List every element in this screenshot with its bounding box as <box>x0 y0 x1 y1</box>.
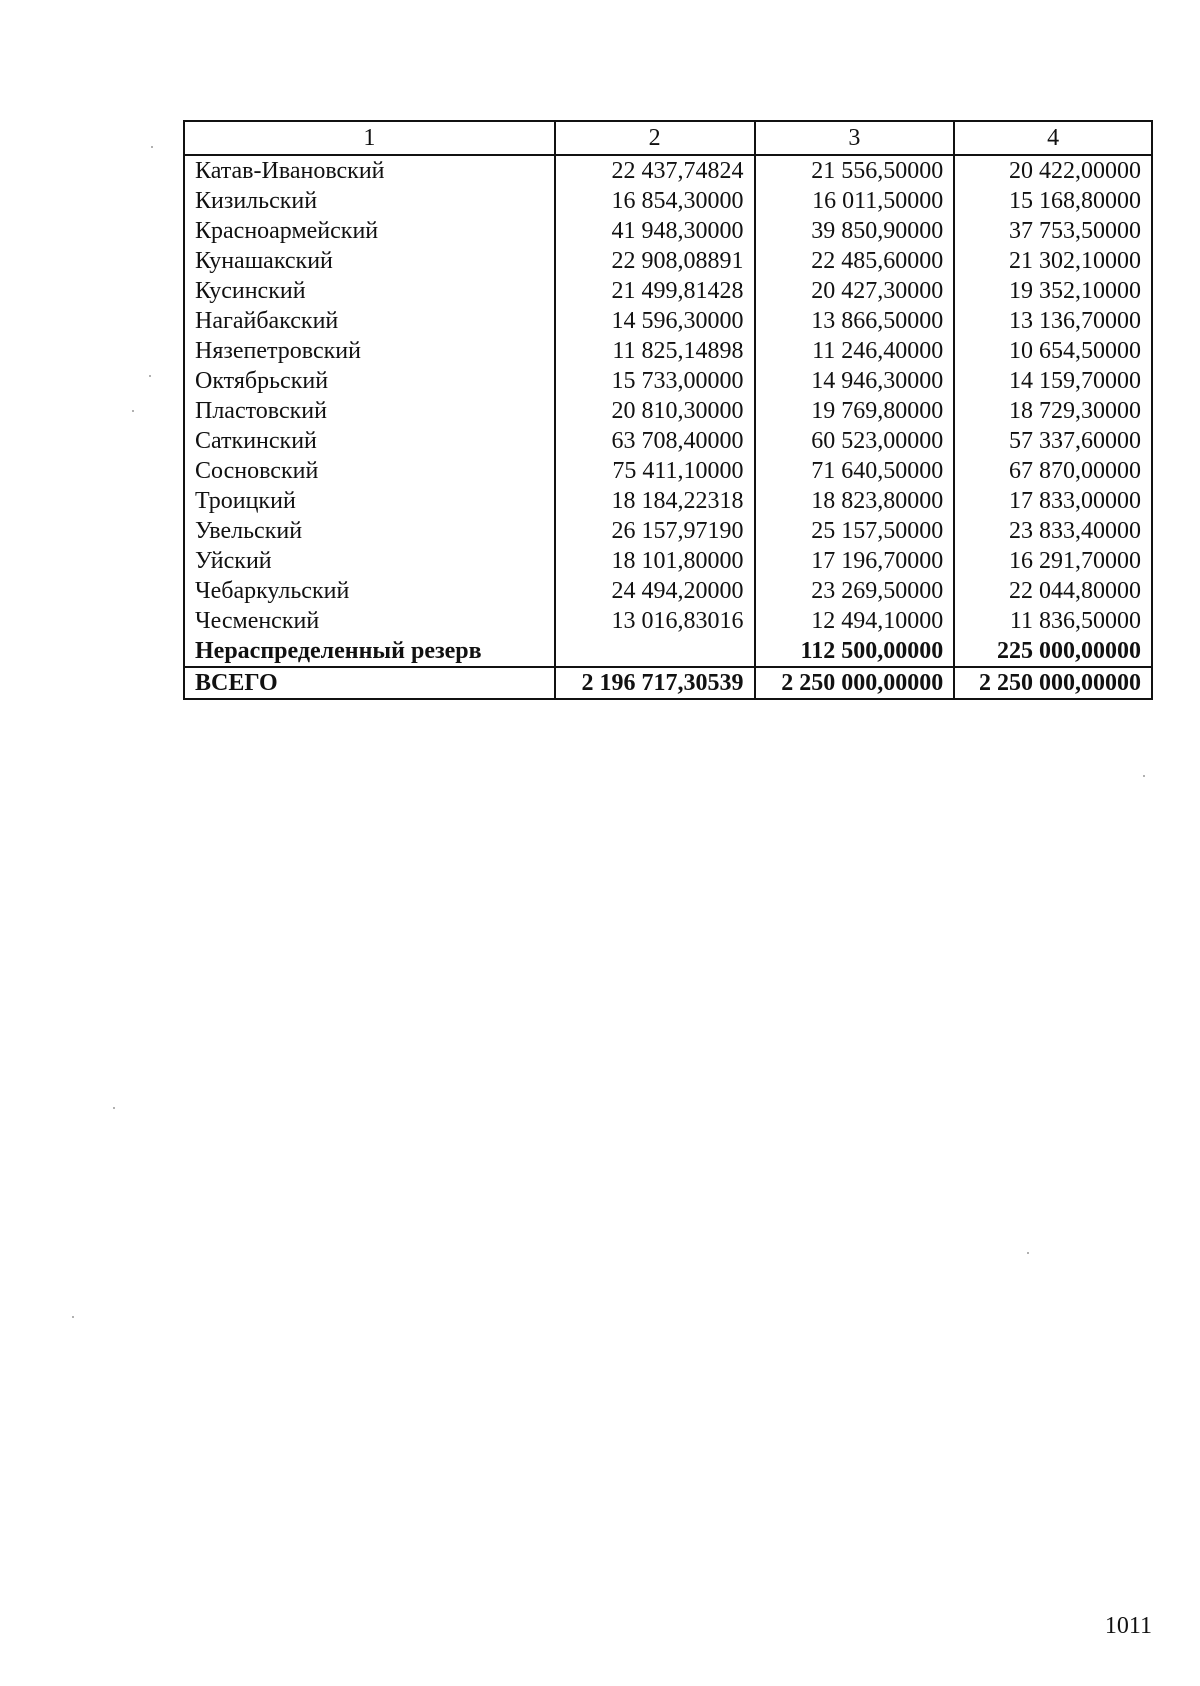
scan-speck <box>149 375 151 377</box>
district-name: Чесменский <box>184 606 555 636</box>
reserve-row <box>184 636 1152 667</box>
value-col3: 20 427,30000 <box>755 276 955 306</box>
value-col2: 21 499,81428 <box>555 276 755 306</box>
table-row <box>184 486 1152 516</box>
value-col3: 112 500,00000 <box>755 636 955 667</box>
total-label: ВСЕГО <box>184 667 555 699</box>
value-col2: 13 016,83016 <box>555 606 755 636</box>
table-row <box>184 155 1152 186</box>
value-col2: 22 437,74824 <box>555 155 755 186</box>
total-col3: 2 250 000,00000 <box>755 667 955 699</box>
table-row <box>184 426 1152 456</box>
value-col3: 71 640,50000 <box>755 456 955 486</box>
value-col2: 18 184,22318 <box>555 486 755 516</box>
header-row <box>184 121 1152 155</box>
value-col4: 225 000,00000 <box>954 636 1152 667</box>
value-col3: 21 556,50000 <box>755 155 955 186</box>
value-col4: 22 044,80000 <box>954 576 1152 606</box>
budget-table <box>183 120 1153 700</box>
district-name: Сосновский <box>184 456 555 486</box>
value-col2: 20 810,30000 <box>555 396 755 426</box>
column-header: 2 <box>555 121 755 155</box>
column-header: 3 <box>755 121 955 155</box>
scan-speck <box>113 1107 115 1109</box>
value-col2: 26 157,97190 <box>555 516 755 546</box>
total-row <box>184 667 1152 699</box>
district-name: Кунашакский <box>184 246 555 276</box>
table-row <box>184 336 1152 366</box>
district-name: Чебаркульский <box>184 576 555 606</box>
value-col3: 17 196,70000 <box>755 546 955 576</box>
district-name: Красноармейский <box>184 216 555 246</box>
page-number: 1011 <box>1104 1613 1152 1639</box>
value-col2: 22 908,08891 <box>555 246 755 276</box>
table-row <box>184 366 1152 396</box>
value-col3: 11 246,40000 <box>755 336 955 366</box>
scan-speck <box>72 1316 74 1318</box>
district-name: Катав-Ивановский <box>184 155 555 186</box>
district-name: Кусинский <box>184 276 555 306</box>
district-name: Увельский <box>184 516 555 546</box>
table-row <box>184 546 1152 576</box>
district-name: Саткинский <box>184 426 555 456</box>
table-row <box>184 396 1152 426</box>
district-name: Троицкий <box>184 486 555 516</box>
scan-speck <box>151 146 153 148</box>
value-col4: 37 753,50000 <box>954 216 1152 246</box>
total-col4: 2 250 000,00000 <box>954 667 1152 699</box>
value-col4: 23 833,40000 <box>954 516 1152 546</box>
value-col4: 15 168,80000 <box>954 186 1152 216</box>
value-col4: 16 291,70000 <box>954 546 1152 576</box>
value-col2: 24 494,20000 <box>555 576 755 606</box>
value-col4: 14 159,70000 <box>954 366 1152 396</box>
value-col3: 23 269,50000 <box>755 576 955 606</box>
table-row <box>184 246 1152 276</box>
value-col4: 17 833,00000 <box>954 486 1152 516</box>
value-col4: 20 422,00000 <box>954 155 1152 186</box>
total-col2: 2 196 717,30539 <box>555 667 755 699</box>
scan-speck <box>132 410 134 412</box>
value-col4: 10 654,50000 <box>954 336 1152 366</box>
district-name: Октябрьский <box>184 366 555 396</box>
district-name: Уйский <box>184 546 555 576</box>
table-row <box>184 576 1152 606</box>
value-col3: 14 946,30000 <box>755 366 955 396</box>
value-col4: 13 136,70000 <box>954 306 1152 336</box>
column-header: 4 <box>954 121 1152 155</box>
value-col3: 18 823,80000 <box>755 486 955 516</box>
table-row <box>184 606 1152 636</box>
value-col4: 57 337,60000 <box>954 426 1152 456</box>
value-col4: 18 729,30000 <box>954 396 1152 426</box>
value-col2: 18 101,80000 <box>555 546 755 576</box>
scan-speck <box>1027 1252 1029 1254</box>
table-row <box>184 516 1152 546</box>
table-row <box>184 306 1152 336</box>
value-col3: 16 011,50000 <box>755 186 955 216</box>
value-col3: 12 494,10000 <box>755 606 955 636</box>
column-header: 1 <box>184 121 555 155</box>
value-col3: 25 157,50000 <box>755 516 955 546</box>
value-col3: 60 523,00000 <box>755 426 955 456</box>
value-col4: 67 870,00000 <box>954 456 1152 486</box>
value-col2: 16 854,30000 <box>555 186 755 216</box>
value-col2: 41 948,30000 <box>555 216 755 246</box>
district-name: Нагайбакский <box>184 306 555 336</box>
value-col2: 75 411,10000 <box>555 456 755 486</box>
value-col2: 15 733,00000 <box>555 366 755 396</box>
table-row <box>184 186 1152 216</box>
value-col2 <box>555 636 755 667</box>
value-col4: 11 836,50000 <box>954 606 1152 636</box>
value-col3: 13 866,50000 <box>755 306 955 336</box>
value-col3: 19 769,80000 <box>755 396 955 426</box>
district-name: Пластовский <box>184 396 555 426</box>
table-row <box>184 216 1152 246</box>
scan-speck <box>1143 775 1145 777</box>
district-name: Нязепетровский <box>184 336 555 366</box>
value-col3: 22 485,60000 <box>755 246 955 276</box>
district-name: Кизильский <box>184 186 555 216</box>
value-col2: 63 708,40000 <box>555 426 755 456</box>
value-col3: 39 850,90000 <box>755 216 955 246</box>
value-col4: 19 352,10000 <box>954 276 1152 306</box>
table-row <box>184 276 1152 306</box>
reserve-label: Нераспределенный резерв <box>184 636 555 667</box>
table-row <box>184 456 1152 486</box>
value-col2: 11 825,14898 <box>555 336 755 366</box>
value-col4: 21 302,10000 <box>954 246 1152 276</box>
value-col2: 14 596,30000 <box>555 306 755 336</box>
